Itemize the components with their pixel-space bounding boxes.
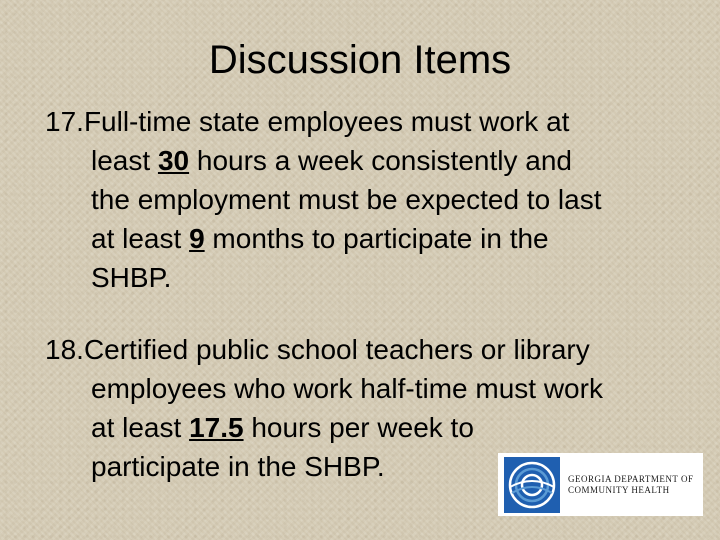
months-value: 9 [189,223,205,254]
item-17-line-1: 17.Full-time state employees must work at [45,106,570,137]
item-17-line-4: at least 9 months to participate in the [91,223,549,254]
slide-title: Discussion Items [208,38,512,82]
item-number: 18. [45,334,84,365]
logo-text: GEORGIA DEPARTMENT OF COMMUNITY HEALTH [568,473,694,495]
dch-logo-icon [504,457,560,513]
item-18-line-2: employees who work half-time must work [91,373,603,404]
hours-value: 17.5 [189,412,244,443]
item-17-line-2: least 30 hours a week consistently and [91,145,572,176]
hours-value: 30 [157,145,190,176]
item-17-line-3: the employment must be expected to last [91,184,602,215]
discussion-item-17 [45,102,685,297]
item-number: 17. [45,106,84,137]
item-18-line-1: 18.Certified public school teachers or library [45,334,590,365]
item-17-line-5: SHBP. [91,262,172,293]
item-18-line-4: participate in the SHBP. [91,451,385,482]
dch-logo [498,453,703,516]
item-18-line-3: at least 17.5 hours per week to [91,412,474,443]
